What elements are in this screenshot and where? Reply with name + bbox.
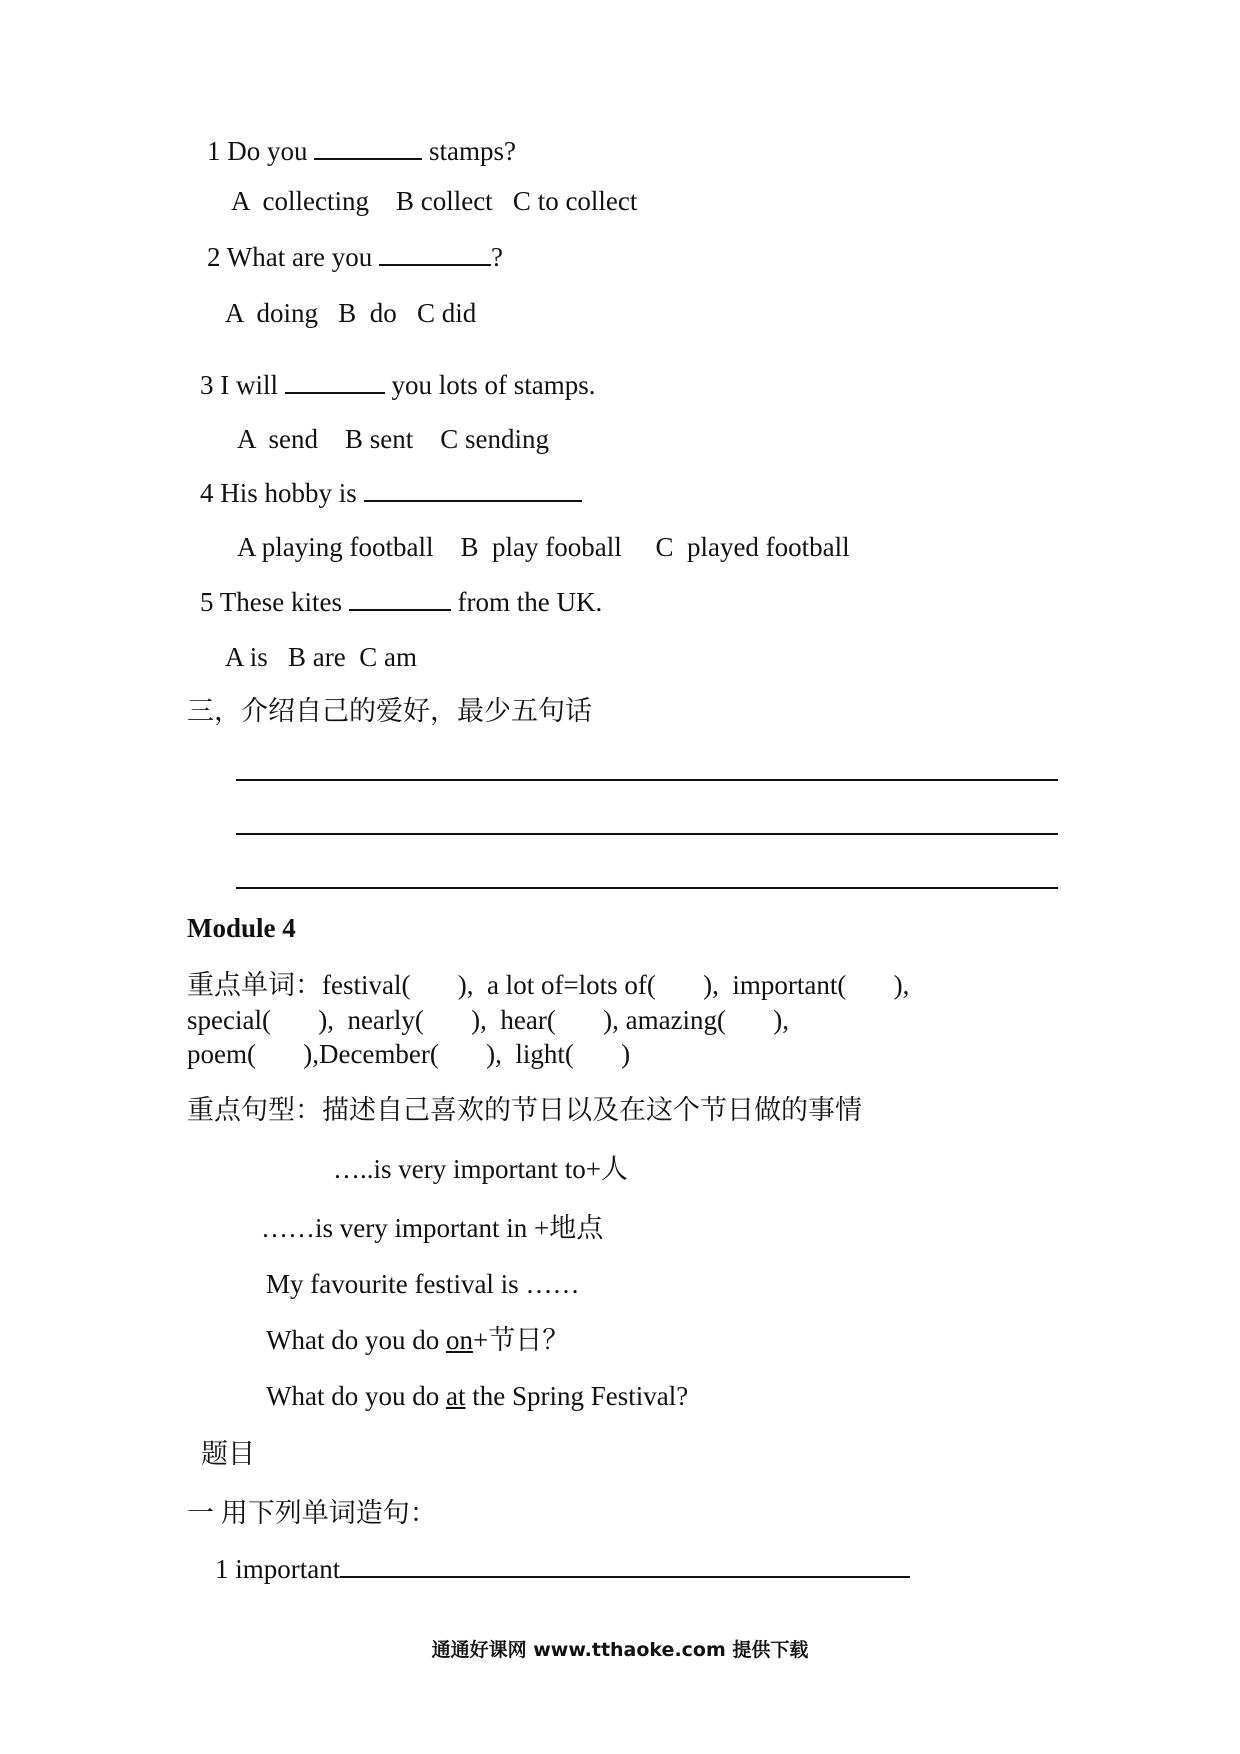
pattern-4-text-end: +节日？ [472,1325,570,1355]
section-3-title: 三，介绍自己的爱好，最少五句话 [187,696,592,726]
topic-label: 题目 [201,1439,255,1469]
sentence-patterns-title: 重点句型：描述自己喜欢的节日以及在这个节日做的事情 [187,1095,862,1125]
question-5-text-end: from the UK. [450,587,603,617]
writing-line[interactable] [236,833,1058,835]
question-2-options: A doing B do C did [225,298,477,328]
question-2-stem [207,240,503,274]
vocab-line-3: poem( ),December( ), light( ) [187,1039,631,1069]
question-1-stem [207,134,516,168]
question-5-text: 5 These kites [200,587,349,617]
pattern-5-preposition: at [445,1381,466,1411]
vocab-line-2: special( ), nearly( ), hear( ), amazing( ), [187,1005,790,1035]
pattern-1: …..is very important to+人 [333,1154,628,1184]
question-5-stem [200,585,602,619]
question-5-options: A is B are C am [225,642,417,672]
pattern-2: ……is very important in +地点 [261,1213,604,1243]
pattern-5-text: What do you do [266,1381,446,1411]
vocab-line-1: 重点单词：festival( ), a lot of=lots of( ), important( ), [187,970,910,1000]
question-3-text-end: you lots of stamps. [384,370,596,400]
sentence-item-word: 1 important [215,1554,341,1584]
writing-line[interactable] [236,779,1058,781]
question-4-options: A playing football B play fooball C played football [237,532,850,562]
answer-blank[interactable] [340,1552,910,1578]
pattern-3: My favourite festival is …… [266,1269,580,1299]
question-3-options: A send B sent C sending [237,424,550,454]
pattern-4 [266,1323,569,1357]
question-4-text: 4 His hobby is [200,478,364,508]
pattern-5 [266,1379,688,1413]
answer-blank[interactable] [285,368,385,394]
writing-line[interactable] [236,887,1058,889]
answer-blank[interactable] [379,240,491,266]
pattern-4-preposition: on [445,1325,473,1355]
question-1-text: 1 Do you [207,136,315,166]
question-2-text-end: ? [490,242,503,272]
question-3-text: 3 I will [200,370,285,400]
question-4-stem [200,476,582,510]
pattern-5-text-end: the Spring Festival? [465,1381,689,1411]
section-1-title: 一 用下列单词造句： [187,1498,437,1528]
question-1-options: A collecting B collect C to collect [231,186,638,216]
footer-watermark: 通通好课网 www.tthaoke.com 提供下载 [431,1639,809,1661]
answer-blank[interactable] [364,476,582,502]
question-3-stem [200,368,596,402]
question-2-text: 2 What are you [207,242,379,272]
answer-blank[interactable] [349,585,451,611]
pattern-4-text: What do you do [266,1325,446,1355]
sentence-item-1 [215,1552,910,1586]
module-title: Module 4 [187,913,296,943]
question-1-text-end: stamps? [422,136,516,166]
answer-blank[interactable] [314,134,422,160]
